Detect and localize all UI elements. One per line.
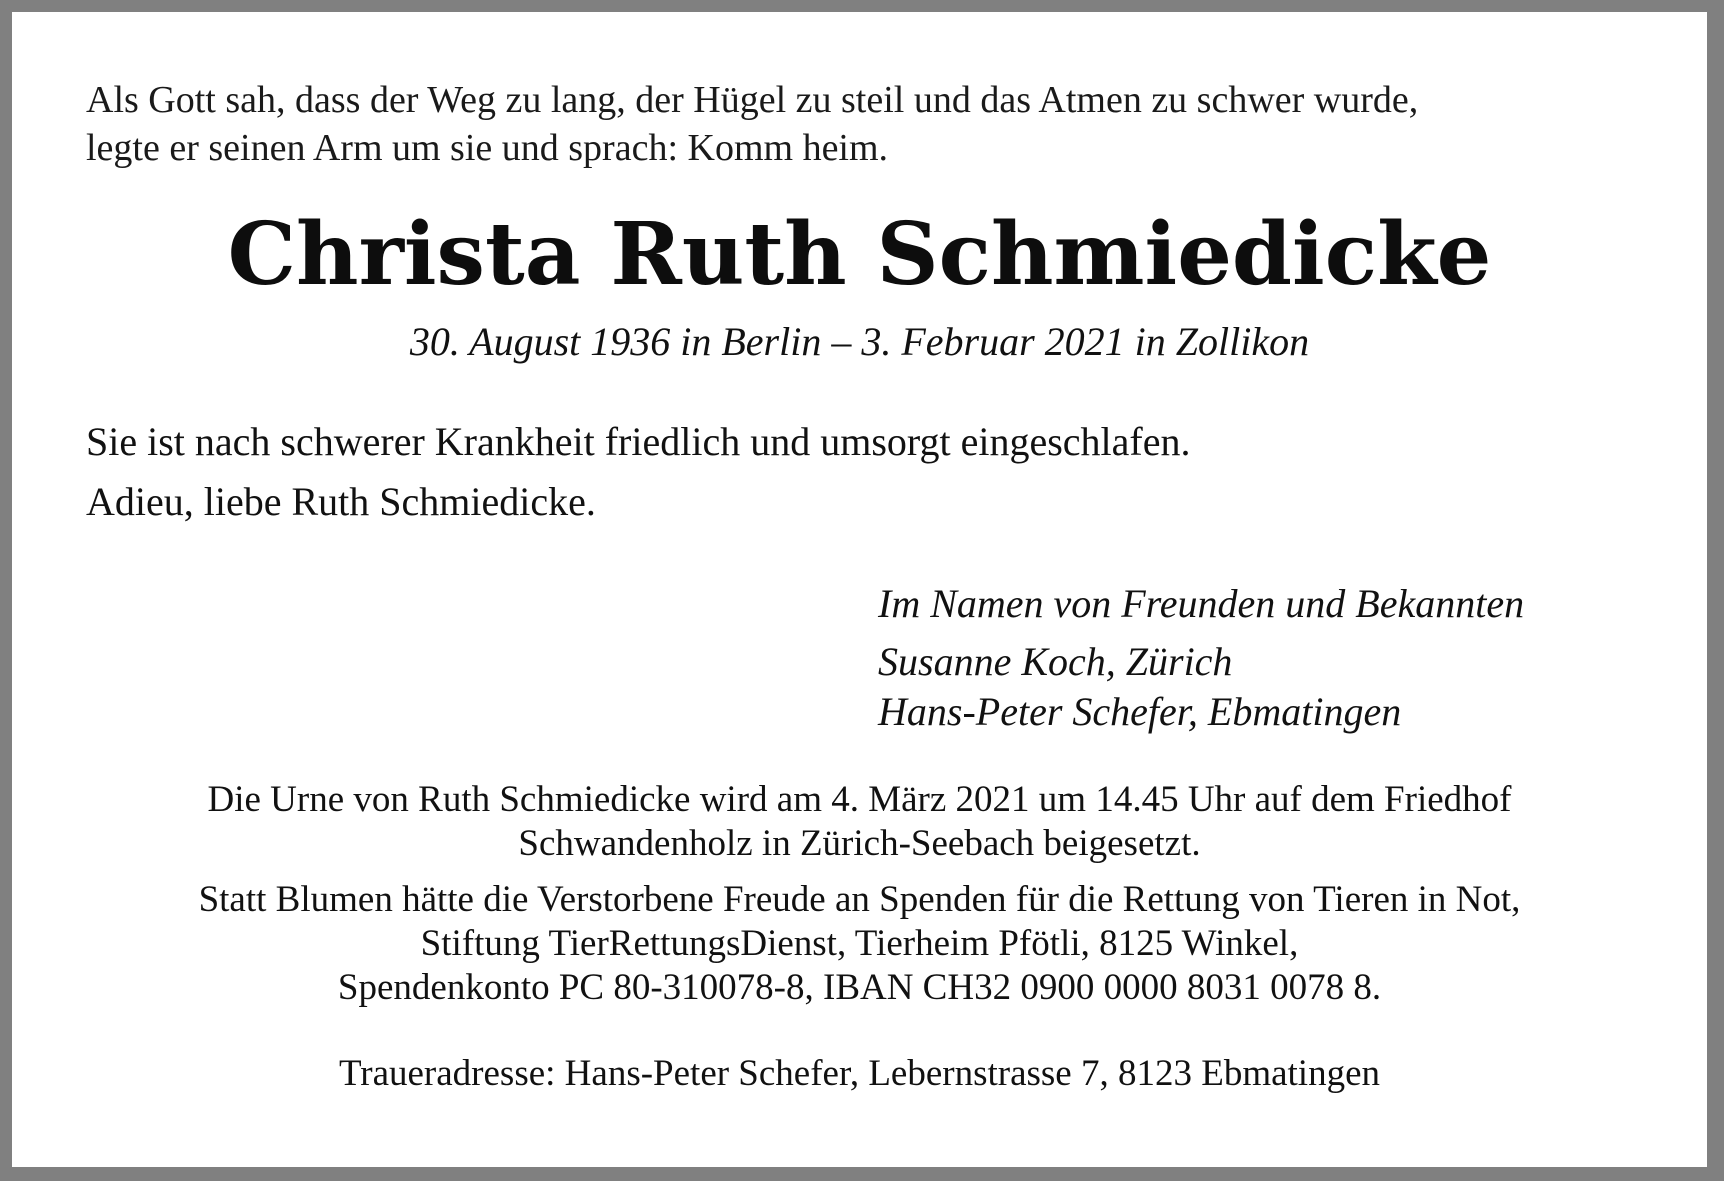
urn-line-2: Schwandenholz in Zürich-Seebach beigesetzt. <box>518 823 1201 864</box>
signer-2: Hans-Peter Schefer, Ebmatingen <box>878 689 1402 734</box>
funeral-details <box>12 778 1707 1010</box>
signer-1: Susanne Koch, Zürich <box>878 639 1233 684</box>
message-line-1: Sie ist nach schwerer Krankheit friedlich und umsorgt eingeschlafen. <box>86 419 1191 464</box>
mourning-address: Traueradresse: Hans-Peter Schefer, Lebernstrasse 7, 8123 Ebmatingen <box>338 1053 1381 1094</box>
motto-quote <box>86 76 1707 172</box>
urn-line-1: Die Urne von Ruth Schmiedicke wird am 4. März 2021 um 14.45 Uhr auf dem Friedhof <box>207 779 1512 820</box>
obituary-notice <box>12 12 1707 1167</box>
donation-line-2: Stiftung TierRettungsDienst, Tierheim Pfötli, 8125 Winkel, <box>420 923 1299 964</box>
deceased-name: Christa Ruth Schmiedicke <box>227 204 1492 305</box>
donation-line-1: Statt Blumen hätte die Verstorbene Freude an Spenden für die Rettung von Tieren in Not, <box>198 879 1521 920</box>
life-dates: 30. August 1936 in Berlin – 3. Februar 2021 in Zollikon <box>409 319 1310 364</box>
signature-block <box>878 579 1707 737</box>
motto-line-2: legte er seinen Arm um sie und sprach: Komm heim. <box>86 127 889 169</box>
paragraph-spacer <box>12 866 1707 878</box>
farewell-message <box>86 412 1707 532</box>
donation-line-3: Spendenkonto PC 80-310078-8, IBAN CH32 0900 0000 8031 0078 8. <box>337 967 1382 1008</box>
motto-line-1: Als Gott sah, dass der Weg zu lang, der Hügel zu steil und das Atmen zu schwer wurde, <box>86 79 1419 121</box>
signature-heading: Im Namen von Freunden und Bekannten <box>878 581 1525 626</box>
message-line-2: Adieu, liebe Ruth Schmiedicke. <box>86 479 596 524</box>
